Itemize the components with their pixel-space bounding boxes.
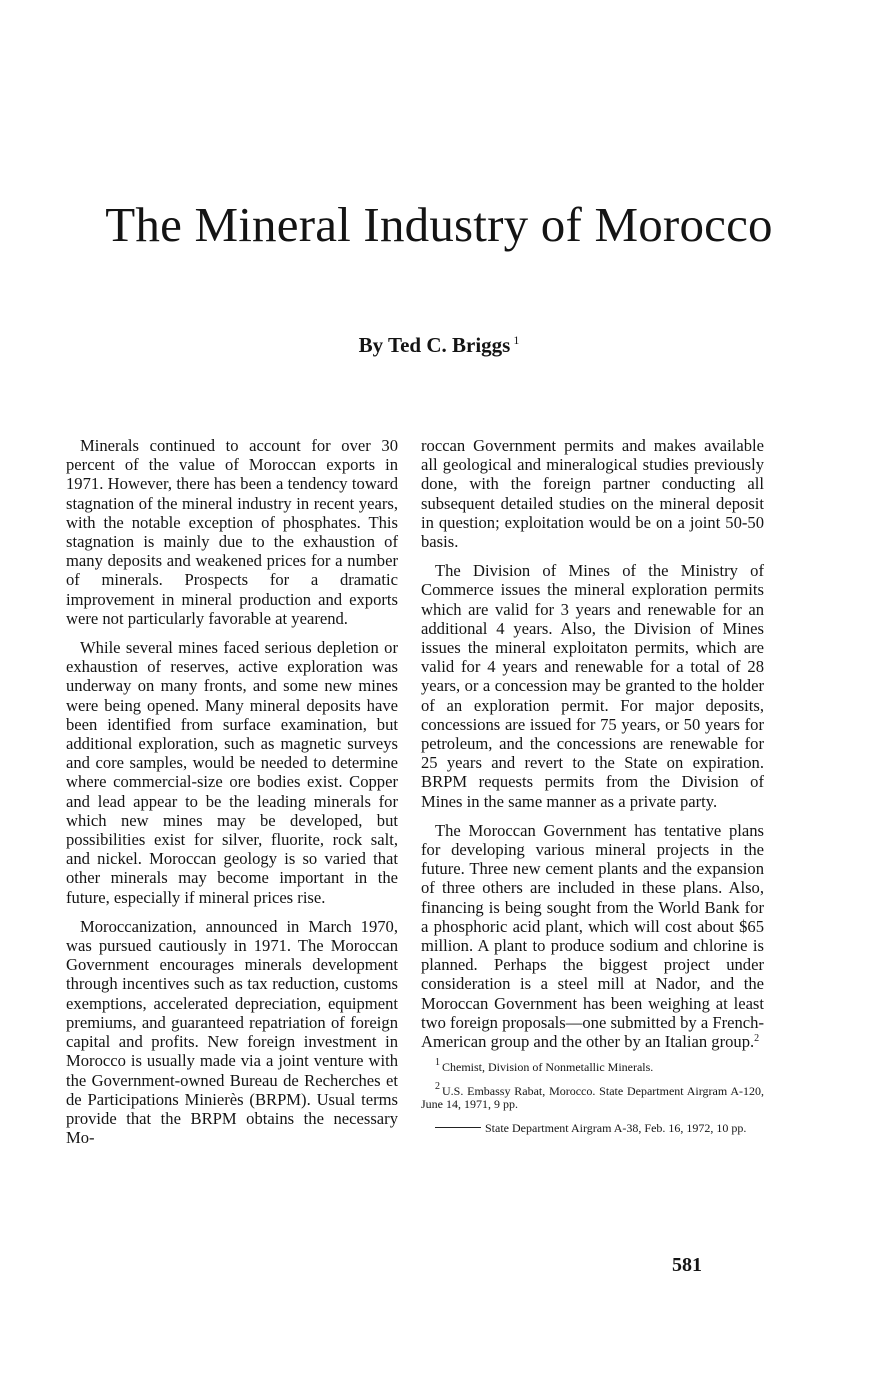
left-column <box>66 436 398 1157</box>
article-title: The Mineral Industry of Morocco <box>105 197 773 252</box>
body-paragraph-with-note <box>421 821 764 1051</box>
continued-paragraph: roccan Government permits and makes available all geological and mineralogical studies previously done, with the foreign partner conducting all subsequent detailed studies on the mineral deposit in question; exploitation would be on a joint 50-50 basis. <box>421 436 764 552</box>
right-column <box>421 436 764 1145</box>
author-footnote-ref: 1 <box>513 333 520 347</box>
body-paragraph: Moroccanization, announced in March 1970, was pursued cautiously in 1971. The Moroccan Government encourages minerals development through incentives such as tax reduction, customs exemptions, accelerated depreciation, equipment premiums, and guaranteed repatriation of foreign capital and profits. New foreign investment in Morocco is usually made via a joint venture with the Government-owned Bureau de Recherches et de Participations Minierès (BRPM). Usual terms provide that the BRPM obtains the necessary Mo- <box>66 916 398 1148</box>
footnotes <box>421 1057 764 1135</box>
footnote-ref: 2 <box>754 1033 760 1045</box>
body-paragraph: While several mines faced serious depletion or exhaustion of reserves, active exploration was underway on many fronts, and some new mines were being opened. Many mineral deposits have been identified from surface examination, but additional exploration, such as magnetic surveys and core samples, would be needed to determine where commercial-size ore bodies exist. Copper and lead appear to be the leading minerals for which new mines may be developed, but possibilities exist for silver, fluorite, rock salt, and nickel. Moroccan geology is so varied that other minerals may become important in the future, especially if mineral prices rise. <box>66 638 398 907</box>
footnote-mark: 1 <box>435 1057 440 1069</box>
body-paragraph-text: The Moroccan Government has tentative plans for developing various mineral projects in the future. Three new cement plants and the expansion of three others are included in these plans. Also, financing is being sought from the World Bank for a phosphoric acid plant, which will cost about $65 million. A plant to produce sodium and chlorine is planned. Perhaps the biggest project under consideration is a steel mill at Nador, and the Moroccan Government has been weighing at least two foreign proposals—one submitted by a French-American group and the other by an Italian group. <box>421 820 764 1052</box>
footnote-2 <box>421 1080 764 1112</box>
footnote-text: State Department Airgram A-38, Feb. 16, 1972, 10 pp. <box>485 1120 747 1135</box>
body-paragraph: Minerals continued to account for over 30 percent of the value of Moroccan exports in 1971. However, there has been a tendency toward stagnation of the mineral industry in recent years, with the notable exception of phosphates. This stagnation is mainly due to the exhaustion of many deposits and weakened prices for a number of minerals. Prospects for a dramatic improvement in mineral production and exports were not particularly favorable at yearend. <box>66 436 398 628</box>
ditto-rule <box>435 1127 481 1128</box>
author-byline <box>0 333 878 358</box>
footnote-text: U.S. Embassy Rabat, Morocco. State Department Airgram A-120, June 14, 1971, 9 pp. <box>421 1083 764 1112</box>
footnote-3 <box>421 1122 764 1135</box>
footnote-mark: 2 <box>435 1080 440 1092</box>
footnote-text: Chemist, Division of Nonmetallic Minerals. <box>442 1060 654 1075</box>
body-paragraph: The Division of Mines of the Ministry of Commerce issues the mineral exploration permits which are valid for 3 years and renewable for an additional 4 years. Also, the Division of Mines issues the mineral exploitaton permits, which are valid for 4 years and renewable for a total of 28 years, or a concession may be granted to the holder of an exploration permit. For major deposits, concessions are issued for 75 years, or 50 years for petroleum, and the concessions are renewable for 25 years and revert to the State on expiration. BRPM requests permits from the Division of Mines in the same manner as a private party. <box>421 561 764 811</box>
author-name: By Ted C. Briggs <box>358 333 511 357</box>
footnote-1 <box>421 1057 764 1075</box>
page-number: 581 <box>672 1254 702 1276</box>
